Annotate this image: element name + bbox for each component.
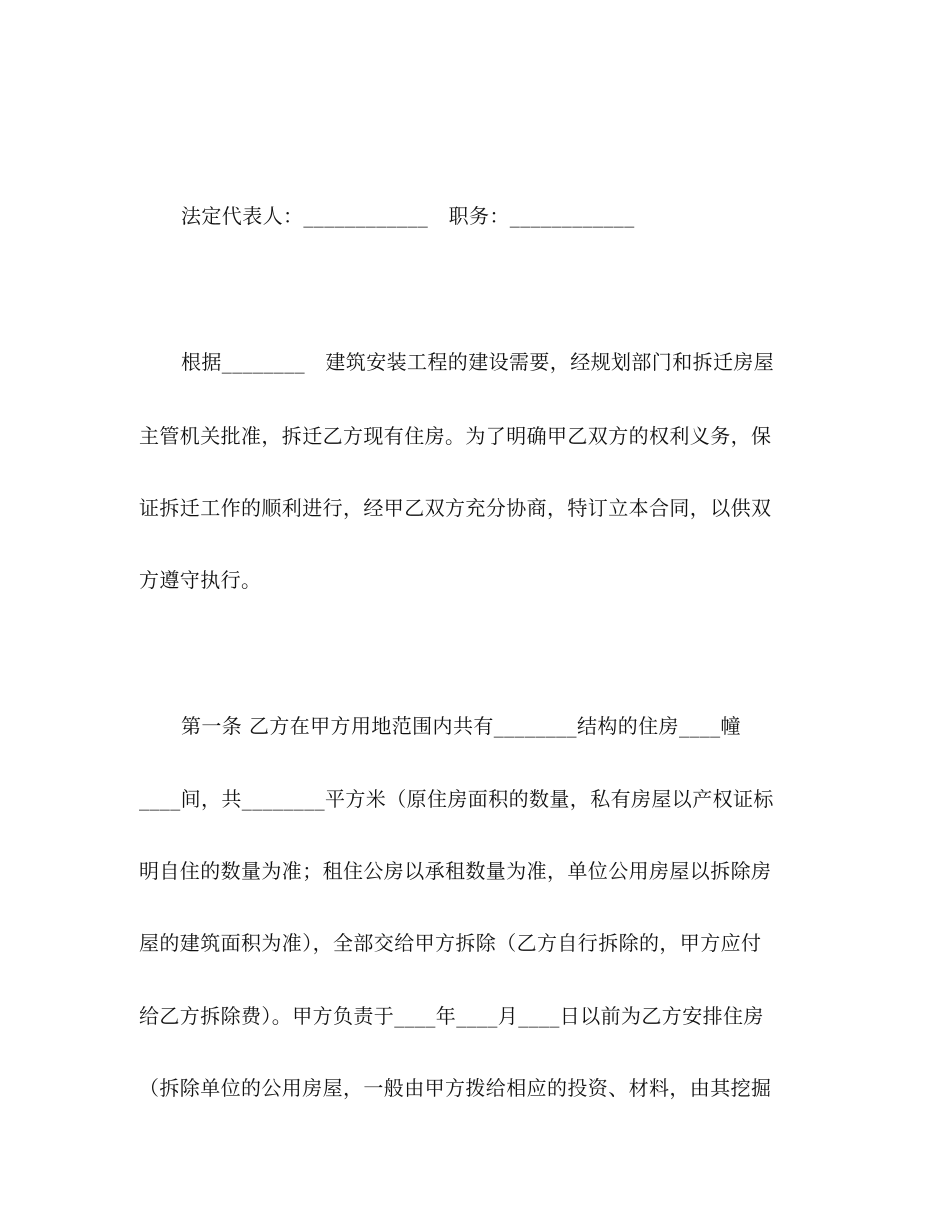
paragraph-1-line-4: 方遵守执行。 <box>139 568 262 592</box>
article-1-line-6: （拆除单位的公用房屋，一般由甲方拨给相应的投资、材料，由其挖掘 <box>139 1076 772 1100</box>
article-1-line-3: 明自住的数量为准；租住公房以承租数量为准，单位公用房屋以拆除房 <box>139 859 772 883</box>
paragraph-1-line-3: 证拆迁工作的顺利进行，经甲乙双方充分协商，特订立本合同，以供双 <box>139 496 772 520</box>
legal-representative-line: 法定代表人：____________ 职务：____________ <box>181 204 635 228</box>
article-1-line-2: ____间，共________平方米（原住房面积的数量，私有房屋以产权证标 <box>139 787 774 811</box>
paragraph-1-line-2: 主管机关批准，拆迁乙方现有住房。为了明确甲乙双方的权利义务，保 <box>139 424 772 448</box>
paragraph-1-line-1: 根据________ 建筑安装工程的建设需要，经规划部门和拆迁房屋 <box>181 350 775 374</box>
article-1-line-5: 给乙方拆除费）。甲方负责于____年____月____日以前为乙方安排住房 <box>139 1004 764 1028</box>
article-1-line-4: 屋的建筑面积为准），全部交给甲方拆除（乙方自行拆除的，甲方应付 <box>139 931 762 955</box>
article-1-line-1: 第一条 乙方在甲方用地范围内共有________结构的住房____幢 <box>181 714 741 738</box>
